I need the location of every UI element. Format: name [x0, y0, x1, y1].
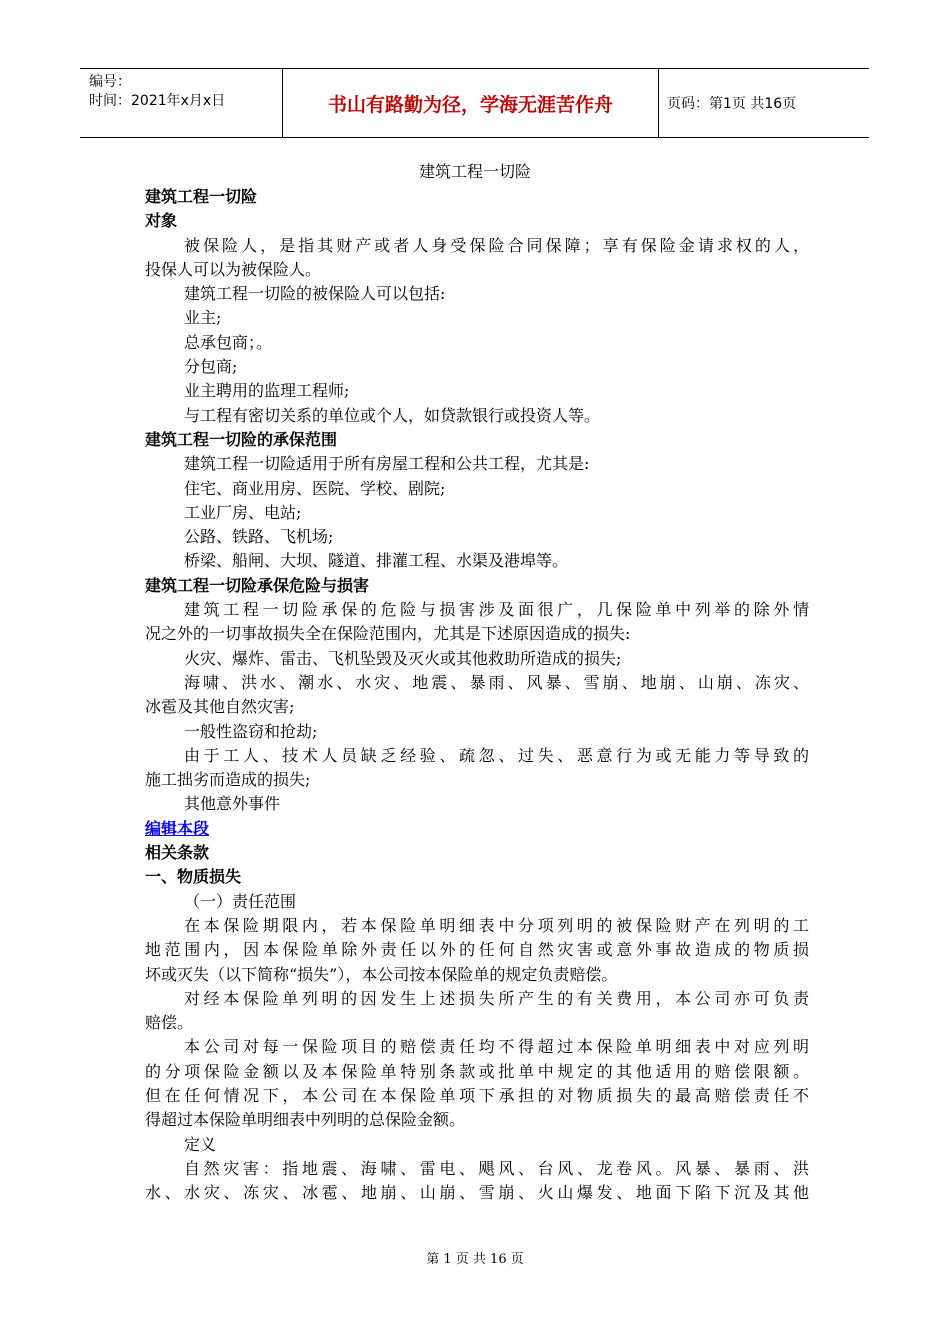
text-line: 工业厂房、电站;: [184, 502, 302, 522]
text-line: 火灾、爆炸、雷击、飞机坠毁及灭火或其他救助所造成的损失;: [184, 648, 622, 668]
text-line: 建筑工程一切险承保的危险与损害涉及面很广，几保险单中列举的除外情: [184, 600, 809, 620]
text-line: 其他意外事件: [184, 794, 281, 814]
text-line: 冰雹及其他自然灾害;: [145, 697, 295, 717]
text-line: 投保人可以为被保险人。: [145, 259, 322, 279]
time-label: 时间：2021年x月x日: [89, 93, 226, 109]
text-line: 施工拙劣而造成的损失;: [145, 770, 311, 790]
link-line: [145, 817, 809, 841]
page-info: 页码：第1页 共16页: [667, 96, 797, 112]
section-heading: 对象: [145, 211, 178, 231]
text-line: 一般性盗窃和抢劫;: [184, 721, 318, 741]
section-heading: 一、物质损失: [145, 867, 242, 887]
text-line: 业主聘用的监理工程师;: [184, 381, 350, 401]
text-line: 建筑工程一切险适用于所有房屋工程和公共工程，尤其是:: [184, 454, 590, 474]
text-line: 建筑工程一切险的被保险人可以包括:: [184, 284, 446, 304]
text-line: 海啸、洪水、潮水、水灾、地震、暴雨、风暴、雪崩、地崩、山崩、冻灾、: [184, 672, 809, 692]
text-line: 得超过本保险单明细表中列明的总保险金额。: [145, 1110, 466, 1130]
motto: 书山有路勤为径，学海无涯苦作舟: [282, 69, 659, 137]
document-title: 建筑工程一切险: [418, 162, 531, 181]
text-line: 与工程有密切关系的单位或个人，如贷款银行或投资人等。: [184, 405, 601, 425]
text-line: （一）责任范围: [184, 891, 297, 911]
text-line: 公路、铁路、飞机场;: [184, 527, 334, 547]
text-line: 本公司对每一保险项目的赔偿责任均不得超过本保险单明细表中对应列明: [184, 1037, 809, 1057]
text-line: 在本保险期限内，若本保险单明细表中分项列明的被保险财产在列明的工: [184, 915, 809, 935]
number-label: 编号：: [89, 74, 131, 90]
text-line: 水、水灾、冻灾、冰雹、地崩、山崩、雪崩、火山爆发、地面下陷下沉及其他: [145, 1183, 809, 1203]
header-left-cell: [80, 69, 282, 137]
page-footer: 第 1 页 共 16 页: [426, 1252, 524, 1267]
text-line: 的分项保险金额以及本保险单特别条款或批单中规定的其他适用的赔偿限额。: [145, 1061, 809, 1081]
text-line: 桥梁、船闸、大坝、隧道、排灌工程、水渠及港埠等。: [184, 551, 569, 571]
text-line: 被保险人，是指其财产或者人身受保险合同保障；享有保险金请求权的人，: [184, 235, 809, 255]
text-line: 定义: [184, 1134, 217, 1154]
text-line: 分包商;: [184, 357, 238, 377]
text-line: 住宅、商业用房、医院、学校、剧院;: [184, 478, 446, 498]
text-line: 对经本保险单列明的因发生上述损失所产生的有关费用，本公司亦可负责: [184, 988, 809, 1008]
text-line: 坏或灭失（以下简称“损失”），本公司按本保险单的规定负责赔偿。: [145, 964, 618, 984]
document-body: [145, 185, 809, 1205]
header-table: [80, 68, 869, 138]
text-line: 业主;: [184, 308, 222, 328]
text-line: 赔偿。: [145, 1013, 194, 1033]
edit-section-link[interactable]: 编辑本段: [145, 818, 210, 838]
text-line: 但在任何情况下，本公司在本保险单项下承担的对物质损失的最高赔偿责任不: [145, 1085, 809, 1105]
section-heading: 建筑工程一切险: [145, 187, 258, 206]
section-heading: 建筑工程一切险的承保范围: [145, 429, 338, 449]
text-line: 地范围内，因本保险单除外责任以外的任何自然灾害或意外事故造成的物质损: [145, 940, 809, 960]
section-heading: 相关条款: [145, 843, 210, 863]
text-line: 总承包商；。: [184, 332, 273, 352]
text-line: 况之外的一切事故损失全在保险范围内，尤其是下述原因造成的损失:: [145, 624, 631, 644]
section-heading: 建筑工程一切险承保危险与损害: [145, 575, 370, 595]
text-line: 自然灾害：指地震、海啸、雷电、飓风、台风、龙卷风。风暴、暴雨、洪: [184, 1158, 809, 1178]
text-line: 由于工人、技术人员缺乏经验、疏忽、过失、恶意行为或无能力等导致的: [184, 745, 809, 765]
